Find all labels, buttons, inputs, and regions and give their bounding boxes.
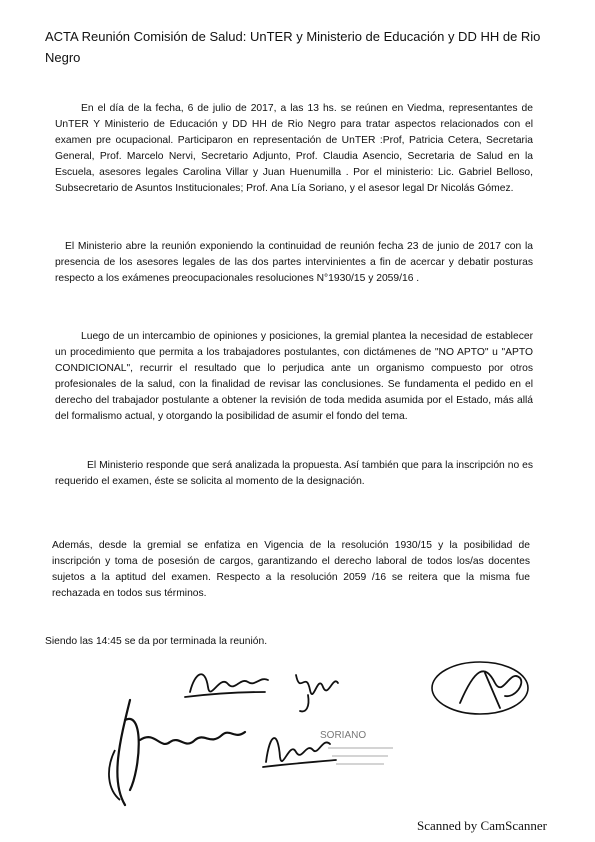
paragraph-opening: El Ministerio abre la reunión exponiendo la continuidad de reunión fecha 23 de junio de 2017 con la presencia de los asesores legales de las dos partes intervinientes a fin de acercar y debatir posturas respecto a los exámenes preocupacionales resoluciones N°1930/15 y 2059/16 . — [55, 241, 533, 284]
paragraph-closing: Siendo las 14:45 se da por terminada la reunión. — [45, 636, 268, 647]
stamp-icon — [318, 722, 408, 777]
signature-right-icon — [425, 648, 545, 723]
signature-center-left-icon — [180, 662, 270, 707]
official-stamp — [318, 722, 408, 777]
paragraph-attendees: En el día de la fecha, 6 de julio de 2017, a las 13 hs. se reúnen en Viedma, representantes de UnTER Y Ministerio de Educación y DD HH de Rio Negro para tratar aspectos relacionados con el examen pre ocupacional. Participaron en representación de UnTER :Prof, Patricia Cetera, Secretaria General, Prof. Marcelo Nervi, Secretario Adjunto, Prof. Claudia Asencio, Secretaria de Salud en la Escuela, asesores legales Carolina Villar y Juan Huenumilla . Por el ministerio: Lic. Gabriel Belloso, Subsecretario de Asuntos Institucionales; Prof. Ana Lía Soriano, y el asesor legal Dr Nicolás Gómez. — [55, 103, 533, 194]
paragraph-ministry-response: El Ministerio responde que será analizada la propuesta. Así también que para la inscripción no es requerido el examen, éste se solicita al momento de la designación. — [55, 460, 533, 487]
stamp-name: SORIANO — [320, 730, 367, 741]
signature-center-icon — [288, 665, 343, 715]
document-title: ACTA Reunión Comisión de Salud: UnTER y Ministerio de Educación y DD HH de Rio Negro — [45, 29, 541, 65]
paragraph-union-statement: Además, desde la gremial se enfatiza en Vigencia de la resolución 1930/15 y la posibilidad de inscripción y toma de posesión de cargos, garantizando el derecho laboral de todos los/as docentes sujetos a la aptitud del examen. Respecto a la resolución 2059 /16 se reitera que la misma fue rechazada en todos sus términos. — [52, 540, 530, 599]
paragraph-proposal: Luego de un intercambio de opiniones y posiciones, la gremial plantea la necesidad de establecer un procedimiento que permita a los trabajadores postulantes, con dictámenes de "NO APTO" u "APTO CONDICIONAL", recurrir el resultado que lo perjudica ante un organismo compuesto por otros profesionales de la salud, con la finalidad de revisar las conclusiones. Se fundamenta el pedido en el derecho del trabajador postulante a obtener la revisión de toda medida asumida por el Estado, más allá del formalismo actual, y otorgando la posibilidad de asumir el fondo del tema. — [55, 331, 533, 422]
scanner-footer: Scanned by CamScanner — [417, 818, 547, 833]
